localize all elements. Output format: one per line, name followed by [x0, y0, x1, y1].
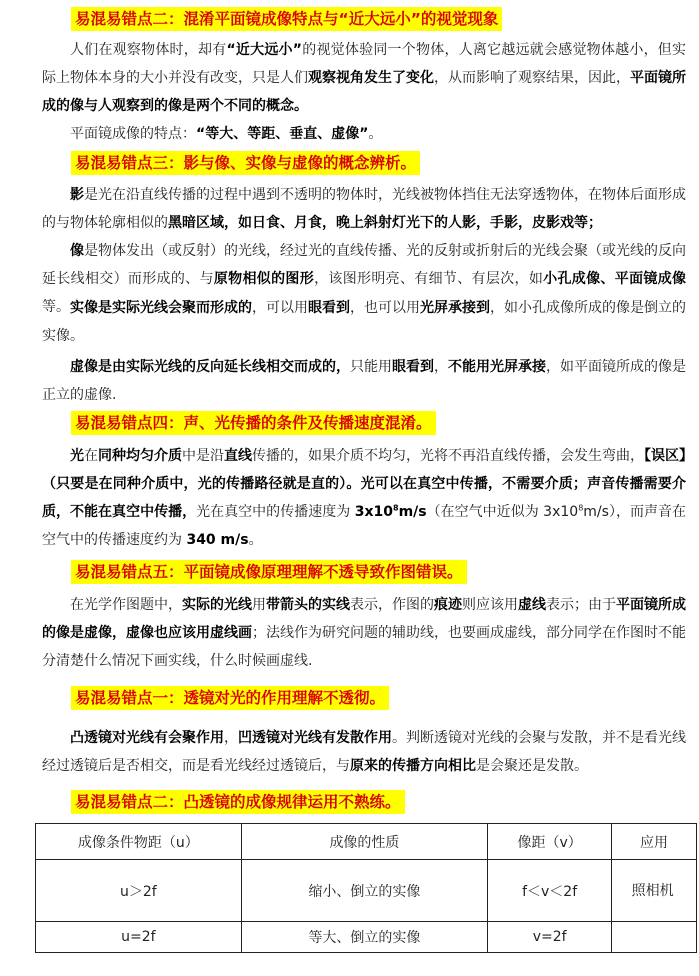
section-heading: 易混易错点三：影与像、实像与虚像的概念辨析。 [71, 151, 420, 175]
section-heading: 易混易错点二：凸透镜的成像规律运用不熟练。 [71, 790, 405, 814]
table-header-cell: 像距（v） [488, 824, 612, 860]
paragraph: 人们在观察物体时，却有“近大远小”的视觉体验同一个物体，人离它越远就会感觉物体越小，但实际上物体本身的大小并没有改变，只是人们观察视角发生了变化，从而影响了观察结果，因此，平面镜所成的像与人观察到的像是两个不同的概念。 [42, 42, 687, 114]
paragraph: 像是物体发出（或反射）的光线，经过光的直线传播、光的反射或折射后的光线会聚（或光线的反向延长线相交）而形成的、与原物相似的图形，该图形明亮、有细节、有层次，如小孔成像、平面镜成像等。 [42, 243, 687, 315]
section-heading: 易混易错点五：平面镜成像原理理解不透导致作图错误。 [71, 560, 467, 584]
table-cell: 照相机 [612, 860, 697, 922]
paragraph: 平面镜成像的特点：“等大、等距、垂直、虚像”。 [70, 126, 383, 142]
paragraph: 虚像是由实际光线的反向延长线相交而成的，只能用眼看到，不能用光屏承接，如平面镜所成的像是正立的虚像. [42, 359, 686, 403]
lens-imaging-table [35, 823, 697, 953]
paragraph: 在光学作图题中，实际的光线用带箭头的实线表示，作图的痕迹则应该用虚线表示；由于平面镜所成的像是虚像，虚像也应该用虚线画；法线作为研究问题的辅助线，也要画成虚线，部分同学在作图时不能分清楚什么情况下画实线，什么时候画虚线. [42, 597, 686, 669]
paragraph: 凸透镜对光线有会聚作用，凹透镜对光线有发散作用。判断透镜对光线的会聚与发散，并不是看光线经过透镜后是否相交，而是看光线经过透镜后，与原来的传播方向相比是会聚还是发散。 [42, 730, 686, 774]
table-header-cell: 应用 [612, 824, 697, 860]
table-cell: u=2f [36, 922, 242, 953]
table-cell [612, 922, 697, 953]
paragraph: 实像是实际光线会聚而形成的，可以用眼看到，也可以用光屏承接到，如小孔成像所成的像是倒立的实像。 [42, 300, 686, 344]
section-heading: 易混易错点一：透镜对光的作用理解不透彻。 [71, 686, 389, 710]
table-cell: f＜v＜2f [488, 860, 612, 922]
section-heading: 易混易错点四：声、光传播的条件及传播速度混淆。 [71, 411, 436, 435]
table-row [36, 860, 697, 922]
table-cell: 缩小、倒立的实像 [241, 860, 488, 922]
paragraph: 光在同种均匀介质中是沿直线传播的，如果介质不均匀，光将不再沿直线传播，会发生弯曲，【误区】（只要是在同种介质中，光的传播路径就是直的）。光可以在真空中传播，不需要介质；声音传播需要介质，不能在真空中传播，光在真空中的传播速度为 $3x10^8m/s$（在空气中近似为 $3x10^8m/s$），而声音在空气中的传播速度约为 340 m/s。 [42, 448, 686, 548]
table-cell: u＞2f [36, 860, 242, 922]
table-row [36, 922, 697, 953]
table-header-row [36, 824, 697, 860]
table-header-cell: 成像条件物距（u） [36, 824, 242, 860]
table-header-cell: 成像的性质 [241, 824, 488, 860]
paragraph: 影是光在沿直线传播的过程中遇到不透明的物体时，光线被物体挡住无法穿透物体，在物体后面形成的与物体轮廓相似的黑暗区域，如日食、月食，晚上斜射灯光下的人影，手影，皮影戏等； [42, 187, 686, 231]
section-heading: 易混易错点二：混淆平面镜成像特点与“近大远小”的视觉现象 [71, 7, 502, 31]
table-cell: 等大、倒立的实像 [241, 922, 488, 953]
table-cell: v=2f [488, 922, 612, 953]
